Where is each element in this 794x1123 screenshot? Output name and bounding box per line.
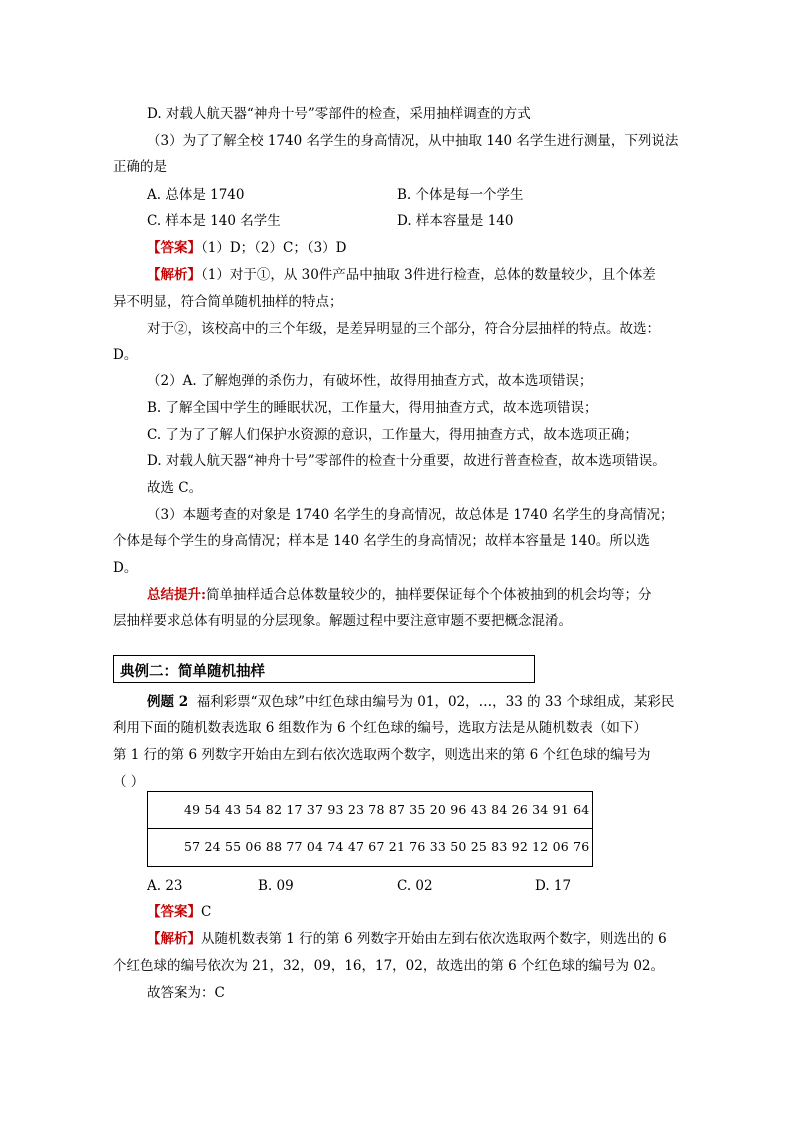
answer-1-text: （1）D；（2）C；（3）D xyxy=(201,240,347,256)
analysis-1-line-9: 故选 C。 xyxy=(147,480,203,496)
analysis-1-line-1 xyxy=(147,265,656,285)
analysis-2-line-3: 故答案为：C xyxy=(147,985,225,1001)
table-row-2-values: 57 24 55 06 88 77 04 74 47 67 21 76 33 50 25 83 92 12 06 76 xyxy=(184,839,590,854)
analysis-1-line-10: （3）本题考查的对象是 1740 名学生的身高情况，故总体是 1740 名学生的身高情况； xyxy=(147,507,674,523)
example-2-label: 例题 2 xyxy=(147,694,189,710)
summary-line-2: 层抽样要求总体有明显的分层现象。解题过程中要注意审题不要把概念混淆。 xyxy=(113,613,572,629)
answer-2-label: 【答案】 xyxy=(147,904,201,920)
example-2-line-3: 第 1 行的第 6 列数字开始由左到右依次选取两个数字，则选出来的第 6 个红色球的编号为 xyxy=(113,747,651,763)
answer-2 xyxy=(147,902,211,922)
analysis-1-line-5: （2）A. 了解炮弹的杀伤力，有破坏性，故得用抽查方式，故本选项错误； xyxy=(147,373,593,389)
example-2-option-d: D. 17 xyxy=(535,878,572,894)
q3-stem-line-2: 正确的是 xyxy=(113,159,167,175)
q3-option-a: A. 总体是 1740 xyxy=(147,187,245,203)
answer-1 xyxy=(147,238,347,258)
q3-option-c: C. 样本是 140 名学生 xyxy=(147,213,281,229)
analysis-1-line-2: 异不明显，符合简单随机抽样的特点； xyxy=(113,294,343,310)
example-2-text-1: 福利彩票“双色球”中红色球由编号为 01，02，…，33 的 33 个球组成，某彩民 xyxy=(196,694,675,710)
example-2-line-1 xyxy=(147,692,674,712)
example-2-option-c: C. 02 xyxy=(397,878,433,894)
analysis-1-text-1: （1）对于①，从 30件产品中抽取 3件进行检查，总体的数量较少，且个体差 xyxy=(201,267,656,283)
answer-2-text: C xyxy=(201,904,212,920)
section-title: 典例二：简单随机抽样 xyxy=(120,663,265,680)
analysis-1-line-4: D。 xyxy=(113,347,138,363)
table-row xyxy=(148,792,592,829)
q3-option-d: D. 样本容量是 140 xyxy=(397,213,514,229)
analysis-1-line-6: B. 了解全国中学生的睡眠状况，工作量大，得用抽查方式，故本选项错误； xyxy=(147,400,598,416)
example-2-option-a: A. 23 xyxy=(147,878,183,894)
answer-label: 【答案】 xyxy=(147,240,201,256)
example-2-option-b: B. 09 xyxy=(258,878,294,894)
example-2-line-2: 利用下面的随机数表选取 6 组数作为 6 个红色球的编号，选取方法是从随机数表（如下） xyxy=(113,720,647,736)
analysis-2-line-1 xyxy=(147,929,667,949)
q1-option-d: D. 对载人航天器“神舟十号”零部件的检查，采用抽样调查的方式 xyxy=(147,106,531,122)
analysis-1-line-11: 个体是每个学生的身高情况；样本是 140 名学生的身高情况；故样本容量是 140。所以选 xyxy=(113,533,650,549)
q3-option-b: B. 个体是每一个学生 xyxy=(397,187,524,203)
random-number-table xyxy=(147,791,593,867)
analysis-2-line-2: 个红色球的编号依次为 21，32，09，16，17，02，故选出的第 6 个红色球的编号为 02。 xyxy=(113,958,665,974)
table-row-1-values: 49 54 43 54 82 17 37 93 23 78 87 35 20 96 43 84 26 34 91 64 xyxy=(184,802,590,817)
analysis-1-line-7: C. 了为了了解人们保护水资源的意识，工作量大，得用抽查方式，故本选项正确； xyxy=(147,427,638,443)
analysis-1-line-12: D。 xyxy=(113,560,138,576)
analysis-1-line-3: 对于②，该校高中的三个年级，是差异明显的三个部分，符合分层抽样的特点。故选： xyxy=(147,321,660,337)
q3-stem-line-1: （3）为了了解全校 1740 名学生的身高情况，从中抽取 140 名学生进行测量，下列说法 xyxy=(147,133,679,149)
summary-label: 总结提升: xyxy=(147,587,206,603)
analysis-label: 【解析】 xyxy=(147,267,201,283)
summary-line-1 xyxy=(147,585,651,605)
analysis-1-line-8: D. 对载人航天器“神舟十号”零部件的检查十分重要，故进行普查检查，故本选项错误。 xyxy=(147,453,666,469)
section-heading-box xyxy=(113,655,535,683)
table-row xyxy=(148,829,592,866)
analysis-2-text-1: 从随机数表第 1 行的第 6 列数字开始由左到右依次选取两个数字，则选出的 6 xyxy=(201,931,667,947)
summary-text-1: 简单抽样适合总体数量较少的，抽样要保证每个个体被抽到的机会均等；分 xyxy=(205,587,652,603)
example-2-line-4: （ ） xyxy=(113,774,145,790)
analysis-2-label: 【解析】 xyxy=(147,931,201,947)
